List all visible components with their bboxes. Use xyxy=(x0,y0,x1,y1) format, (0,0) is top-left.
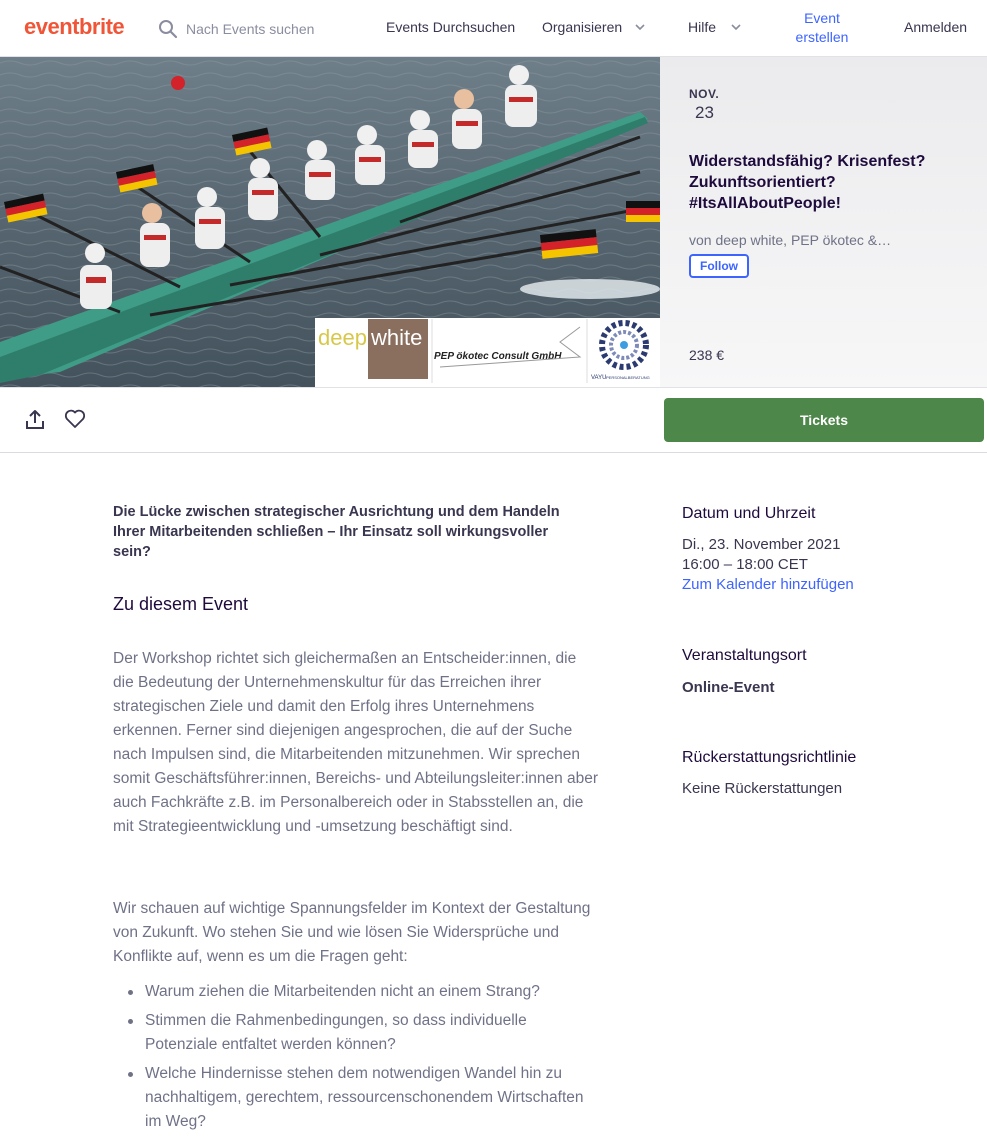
event-info-panel xyxy=(660,57,987,387)
description-paragraph-1: Der Workshop richtet sich gleichermaßen an Entscheider:innen, die die Bedeutung der Unternehmenskultur für das Erreichen ihrer strategischen Ziele und damit den Erfolg ihres Unternehmens erkennen. Ferner sind diejenigen angesprochen, die auf der Suche nach Impulsen sind, die Mitarbeitenden mitzunehmen. Wir sprechen somit Geschäftsführer:innen, Bereichs- und Abteilungsleiter:innen aber auch Fachkräfte z.B. im Personalbereich oder in Stabsstellen an, die mit Strategieentwicklung und -umsetzung beschäftigt sind. xyxy=(113,650,599,835)
event-date-month: NOV. xyxy=(689,87,720,101)
tickets-button[interactable]: Tickets xyxy=(664,398,984,442)
datetime-heading: Datum und Uhrzeit xyxy=(682,505,816,522)
event-location: Online-Event xyxy=(682,679,775,696)
event-date-day: 23 xyxy=(695,103,714,122)
location-heading: Veranstaltungsort xyxy=(682,647,807,664)
add-to-calendar-link[interactable]: Zum Kalender hinzufügen xyxy=(682,576,854,593)
nav-organize-label: Organisieren xyxy=(542,19,623,35)
refund-policy-heading: Rückerstattungsrichtlinie xyxy=(682,749,857,766)
nav-browse-events[interactable] xyxy=(386,19,515,35)
logo-deep-text: deep xyxy=(318,325,367,350)
chevron-down-icon xyxy=(634,21,646,33)
logo-white-text: white xyxy=(371,325,423,350)
search-icon[interactable] xyxy=(158,19,178,39)
nav-browse-events-label: Events Durchsuchen xyxy=(386,19,516,35)
logo-pep-text: PEP ökotec Consult GmbH xyxy=(434,351,562,362)
description-paragraph-2: Wir schauen auf wichtige Spannungsfelder im Kontext der Gestaltung von Zukunft. Wo stehen Sie und wie lösen Sie Widersprüche und Konflikte auf, wenn es um die Fragen geht: xyxy=(113,900,591,965)
rowing-team-illustration xyxy=(0,57,660,387)
event-action-bar xyxy=(0,387,987,453)
share-icon[interactable] xyxy=(25,409,45,431)
event-summary: Die Lücke zwischen strategischer Ausrichtung und dem Handeln Ihrer Mitarbeitenden schließen – Ihr Einsatz soll wirkungsvoller sein? xyxy=(113,504,560,560)
logo-vayu-text: VAYU xyxy=(591,375,607,381)
question-list xyxy=(145,980,600,1139)
refund-policy: Keine Rückerstattungen xyxy=(682,780,843,797)
create-event-line2: erstellen xyxy=(795,29,849,45)
list-item: Welche Hindernisse stehen dem notwendigen Wandel hin zu nachhaltigem, gerechtem, ressourcenschonendem Wirtschaften im Weg? xyxy=(145,1062,600,1134)
logo-vayu-subtitle: PERSONALBERATUNG xyxy=(606,375,650,380)
list-item: Stimmen die Rahmenbedingungen, so dass individuelle Potenziale entfaltet werden können? xyxy=(145,1009,600,1057)
eventbrite-logo[interactable]: eventbrite xyxy=(24,14,125,39)
follow-button[interactable]: Follow xyxy=(689,254,749,278)
event-hero xyxy=(0,57,987,387)
nav-help-menu[interactable] xyxy=(688,19,742,35)
create-event-link[interactable] xyxy=(784,9,860,47)
event-price: 238 € xyxy=(689,347,725,363)
top-nav-bar xyxy=(0,0,987,57)
event-date: Di., 23. November 2021 xyxy=(682,536,841,553)
heart-icon[interactable] xyxy=(64,409,86,429)
organizer-name[interactable]: von deep white, PEP ökotec &… xyxy=(689,232,892,248)
nav-organize-menu[interactable] xyxy=(542,19,646,35)
login-link[interactable] xyxy=(904,19,967,35)
search-input[interactable] xyxy=(186,15,356,43)
list-item: Warum ziehen die Mitarbeitenden nicht an einem Strang? xyxy=(145,980,600,1004)
login-label: Anmelden xyxy=(904,19,968,35)
create-event-line1: Event xyxy=(804,10,840,26)
about-event-heading: Zu diesem Event xyxy=(113,594,249,614)
chevron-down-icon xyxy=(730,21,742,33)
event-banner-image xyxy=(0,57,660,387)
event-title: Widerstandsfähig? Krisenfest? Zukunftsorientiert? #ItsAllAboutPeople! xyxy=(689,153,926,212)
event-time: 16:00 – 18:00 CET xyxy=(682,556,808,573)
nav-help-label: Hilfe xyxy=(688,19,717,35)
